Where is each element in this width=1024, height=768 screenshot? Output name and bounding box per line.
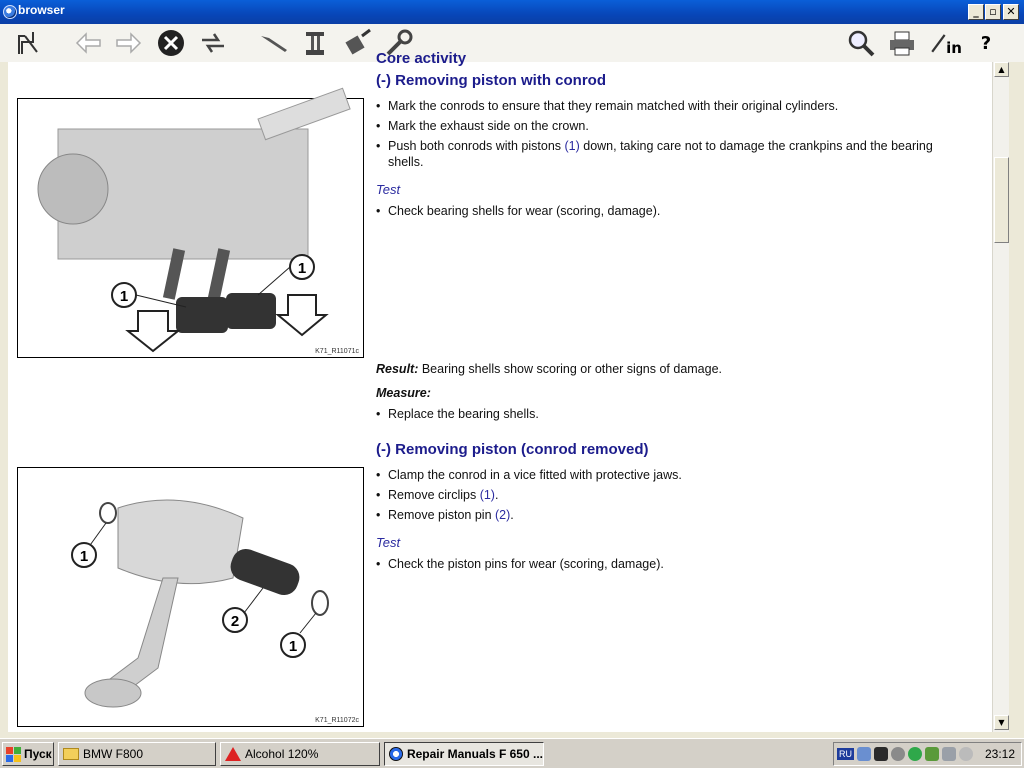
window-frame bbox=[1009, 62, 1024, 732]
network-icon[interactable] bbox=[857, 747, 871, 761]
step-item: • Remove circlips (1). bbox=[376, 487, 966, 503]
task-repair-manuals[interactable]: Repair Manuals F 650 ... bbox=[384, 742, 544, 766]
minimize-button[interactable]: _ bbox=[968, 4, 984, 20]
language-indicator[interactable]: RU bbox=[839, 749, 852, 759]
clock: 23:12 bbox=[984, 747, 1015, 761]
search-icon[interactable] bbox=[845, 27, 877, 59]
start-label: Пуск bbox=[24, 747, 52, 761]
step-item: • Mark the exhaust side on the crown. bbox=[376, 118, 966, 134]
section1-heading: (-) Removing piston with conrod bbox=[376, 72, 606, 89]
figure1-caption: K71_R11071c bbox=[315, 348, 359, 355]
alcohol-icon bbox=[225, 747, 241, 761]
back-arrow-icon[interactable] bbox=[73, 27, 105, 59]
updates-icon[interactable] bbox=[925, 747, 939, 761]
vertical-scrollbar[interactable] bbox=[992, 62, 1009, 732]
window-title: browser bbox=[18, 3, 65, 17]
section1-test-steps bbox=[376, 203, 966, 223]
shield-icon[interactable] bbox=[874, 747, 888, 761]
step-item: • Mark the conrods to ensure that they remain matched with their original cylinders. bbox=[376, 98, 966, 114]
measure-label: in bbox=[946, 39, 962, 57]
system-tray bbox=[833, 742, 1022, 766]
measure-label: Measure: bbox=[376, 386, 431, 400]
cancel-icon[interactable] bbox=[155, 27, 187, 59]
callout-1d: 1 bbox=[288, 638, 298, 655]
step-item: • Push both conrods with pistons (1) down, taking care not to damage the crankpins and the bearing shells. bbox=[376, 138, 966, 170]
window-titlebar[interactable] bbox=[0, 0, 1024, 24]
step-item: • Clamp the conrod in a vice fitted with protective jaws. bbox=[376, 467, 966, 483]
section2-test-steps bbox=[376, 556, 966, 576]
wrench-tool-icon[interactable] bbox=[258, 27, 290, 59]
callout-2: 2 bbox=[230, 613, 240, 630]
section-heading-cut: Core activity bbox=[376, 50, 467, 67]
measure-icon[interactable] bbox=[928, 27, 964, 59]
help-icon[interactable]: ? bbox=[980, 32, 992, 54]
scroll-thumb[interactable] bbox=[994, 157, 1009, 243]
windows-logo-icon bbox=[6, 747, 21, 762]
document-view[interactable] bbox=[8, 50, 992, 732]
test-item: • Check the piston pins for wear (scoring, damage). bbox=[376, 556, 966, 572]
task-bmw-f800[interactable]: BMW F800 bbox=[58, 742, 216, 766]
sync-icon[interactable] bbox=[197, 27, 229, 59]
piston-figure bbox=[17, 467, 364, 727]
step-item: • Remove piston pin (2). bbox=[376, 507, 966, 523]
maximize-button[interactable]: ▫ bbox=[985, 4, 1001, 20]
bmw-logo-icon bbox=[389, 747, 403, 761]
power-icon[interactable] bbox=[959, 747, 973, 761]
scroll-down-icon[interactable]: ▼ bbox=[994, 715, 1009, 730]
volume-icon[interactable] bbox=[891, 747, 905, 761]
folder-icon bbox=[63, 748, 79, 760]
sitemap-icon[interactable] bbox=[12, 27, 44, 59]
scroll-up-icon[interactable]: ▲ bbox=[994, 62, 1009, 77]
start-button[interactable] bbox=[2, 742, 54, 766]
callout-1c: 1 bbox=[79, 548, 89, 565]
section2-test-label: Test bbox=[376, 535, 401, 550]
safely-remove-icon[interactable] bbox=[942, 747, 956, 761]
callout-1b: 1 bbox=[297, 260, 307, 277]
ref-link[interactable]: (1) bbox=[479, 488, 495, 502]
section2-heading: (-) Removing piston (conrod removed) bbox=[376, 441, 649, 458]
measure-steps bbox=[376, 406, 966, 426]
ref-link[interactable]: (2) bbox=[495, 508, 511, 522]
forward-arrow-icon[interactable] bbox=[112, 27, 144, 59]
print-icon[interactable] bbox=[886, 27, 918, 59]
task-alcohol[interactable]: Alcohol 120% bbox=[220, 742, 380, 766]
section2-steps bbox=[376, 467, 966, 527]
result-line: Result: Bearing shells show scoring or other signs of damage. bbox=[376, 362, 723, 376]
press-tool-icon[interactable] bbox=[299, 27, 331, 59]
sensor-icon[interactable] bbox=[341, 27, 373, 59]
toolbar bbox=[0, 24, 1024, 62]
browser-app-icon bbox=[3, 5, 17, 19]
antivirus-icon[interactable] bbox=[908, 747, 922, 761]
close-button[interactable]: ✕ bbox=[1003, 4, 1019, 20]
section1-test-label: Test bbox=[376, 182, 401, 197]
figure2-caption: K71_R11072c bbox=[315, 717, 359, 724]
section1-steps bbox=[376, 98, 966, 174]
ref-link[interactable]: (1) bbox=[564, 139, 580, 153]
test-item: • Check bearing shells for wear (scoring, damage). bbox=[376, 203, 966, 219]
engine-conrod-figure bbox=[17, 98, 364, 358]
callout-1a: 1 bbox=[119, 288, 129, 305]
taskbar bbox=[0, 738, 1024, 768]
measure-item: • Replace the bearing shells. bbox=[376, 406, 966, 422]
